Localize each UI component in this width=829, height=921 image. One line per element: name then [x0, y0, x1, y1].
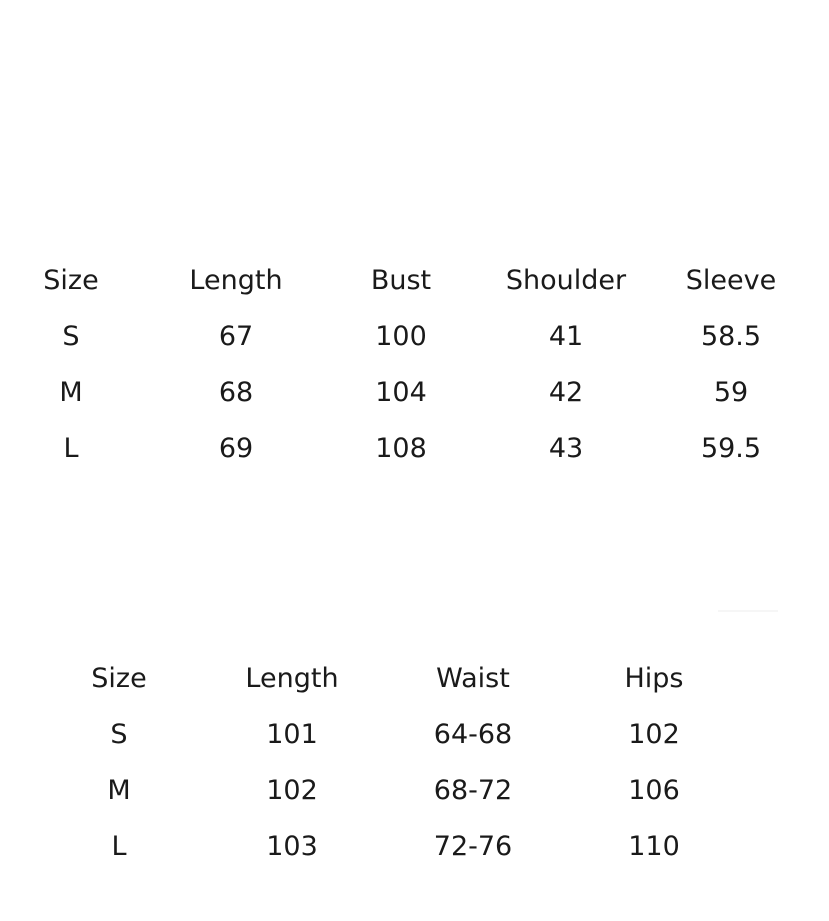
- table-cell: 58.5: [700, 321, 762, 352]
- header-cell: Size: [91, 663, 147, 694]
- table-cell: 64-68: [433, 719, 513, 750]
- faint-artifact: [718, 610, 778, 612]
- table-cell: 110: [628, 831, 680, 862]
- table-cell: 68-72: [433, 775, 513, 806]
- header-cell: Sleeve: [685, 265, 777, 296]
- header-cell: Size: [43, 265, 99, 296]
- table-cell: M: [107, 775, 131, 806]
- table-cell: L: [63, 433, 79, 464]
- table-cell: 72-76: [433, 831, 513, 862]
- table-cell: 69: [218, 433, 254, 464]
- table-cell: L: [111, 831, 127, 862]
- table-cell: S: [110, 719, 128, 750]
- table-cell: S: [62, 321, 80, 352]
- table-cell: 106: [628, 775, 680, 806]
- table-row: [0, 373, 829, 413]
- header-cell: Waist: [436, 663, 510, 694]
- header-row: [0, 261, 829, 301]
- table-cell: 68: [218, 377, 254, 408]
- header-cell: Bust: [370, 265, 432, 296]
- table-row: [0, 715, 829, 755]
- table-row: [0, 827, 829, 867]
- table-cell: 102: [628, 719, 680, 750]
- table-cell: 102: [266, 775, 318, 806]
- table-row: [0, 429, 829, 469]
- table-cell: 104: [375, 377, 427, 408]
- table-cell: M: [59, 377, 83, 408]
- table-cell: 59.5: [700, 433, 762, 464]
- table-row: [0, 771, 829, 811]
- table-cell: 41: [548, 321, 584, 352]
- table-cell: 42: [548, 377, 584, 408]
- table-cell: 100: [375, 321, 427, 352]
- header-cell: Shoulder: [505, 265, 627, 296]
- table-cell: 43: [548, 433, 584, 464]
- table-cell: 103: [266, 831, 318, 862]
- header-cell: Length: [245, 663, 339, 694]
- header-cell: Hips: [624, 663, 684, 694]
- table-cell: 59: [713, 377, 749, 408]
- table-cell: 67: [218, 321, 254, 352]
- header-cell: Length: [189, 265, 283, 296]
- header-row: [0, 659, 829, 699]
- table-row: [0, 317, 829, 357]
- table-cell: 108: [375, 433, 427, 464]
- table-cell: 101: [266, 719, 318, 750]
